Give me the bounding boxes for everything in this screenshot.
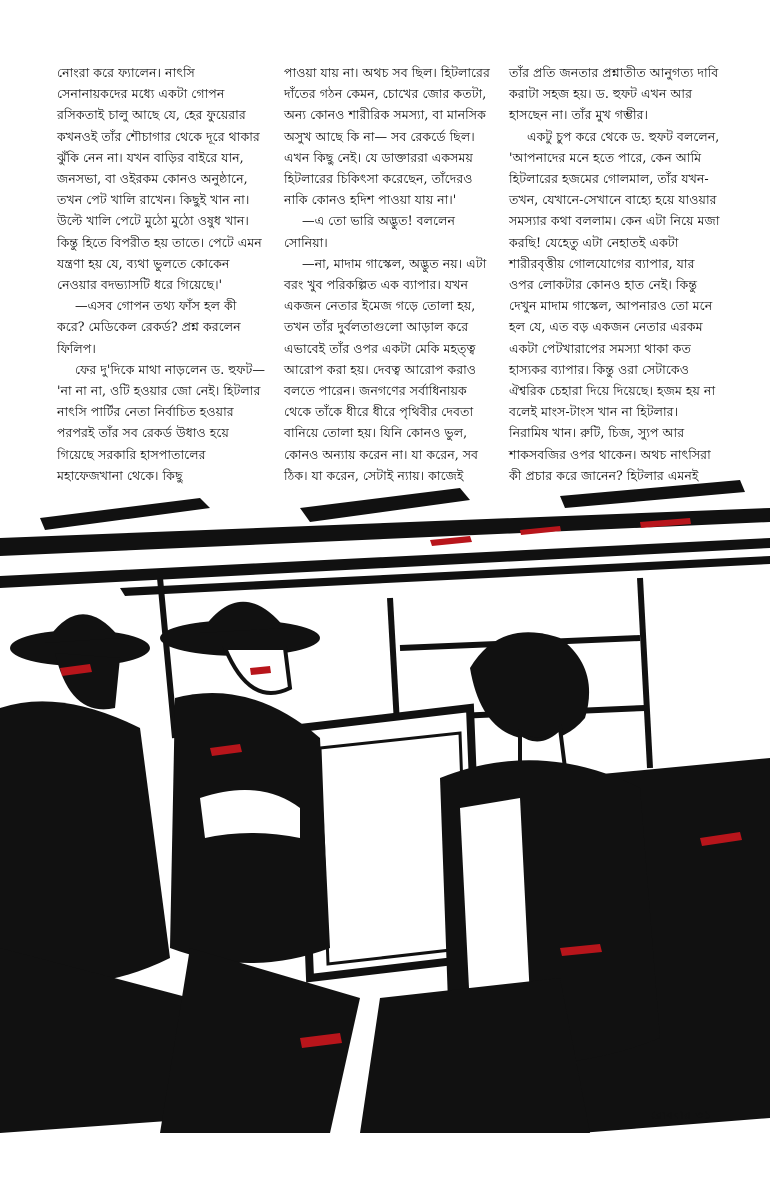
paragraph: নোংরা করে ফ্যালেন। নাৎসি সেনানায়কদের মধ্যে একটা গোপন রসিকতাই চালু আছে যে, হের ফুয়েরার কখনওই তাঁর শৌচাগার থেকে দূরে থাকার ঝুঁকি নেন না। যখন বাড়ির বাইরে যান, জনসভা, বা ওইরকম কোনও অনুষ্ঠানে, তখন পেট খালি রাখেন। কিছুই খান না। উল্টে খালি পেটে মুঠো মুঠো ওষুধ খান। কিন্তু হিতে বিপরীত হয় তাতে। পেটে এমন যন্ত্রণা হয় যে, ব্যথা ভুলতে কোকেন নেওয়ার বদভ্যাসটি ধরে গিয়েছে।' [57, 65, 262, 293]
paragraph: একটু চুপ করে থেকে ড. হুফট বললেন, 'আপনাদের মনে হতে পারে, কেন আমি হিটলারের হজমের গোলমাল, তাঁর যখন-তখন, যেখানে-সেখানে বাহ্যে হয়ে যাওয়ার সমস্যার কথা বললাম। কেন এটা নিয়ে মজা করছি! যেহেতু এটা নেহাতই একটা শারীরবৃত্তীয় গোলযোগের ব্যাপার, যার ওপর লোকটার কোনও হাত নেই। কিন্তু দেখুন মাদাম গাস্কেল, আপনারও তো মনে হল যে, এত বড় একজন নেতার এরকম একটা পেটখারাপের সমস্যা থাকা কত হাস্যকর ব্যাপার। কিন্তু ওরা সেটাকেও ঐশ্বরিক চেহারা দিয়ে দিয়েছে। হজম হয় না বলেই মাংস-টাংস খান না হিটলার। নিরামিষ খান। রুটি, চিজ, স্যুপ আর শাকসবজির ওপর থাকেন। অথচ নাৎসিরা কী প্রচার করে জানেন? হিটলার এমনই [509, 128, 720, 483]
paragraph: তাঁর প্রতি জনতার প্রশ্নাতীত আনুগত্য দাবি করাটা সহজ হয়। ড. হুফট এখন আর হাসছেন না। তাঁর মুখ গম্ভীর। [509, 65, 719, 123]
paragraph: —এসব গোপন তথ্য ফাঁস হল কী করে? মেডিকেল রেকর্ড? প্রশ্ন করলেন ফিলিপ। [57, 298, 241, 356]
page-number-footer: রোববার ৩১ [650, 1108, 712, 1122]
text-column-3 [509, 62, 721, 486]
paragraph: ফের দু'দিকে মাথা নাড়লেন ড. হুফট— 'না না না, ওটি হওয়ার জো নেই। হিটলার নাৎসি পার্টির নেতা নির্বাচিত হওয়ার পরপরই তাঁর সব রেকর্ড উধাও হয়ে গিয়েছে সরকারি হাসপাতালের মহাফেজখানা থেকে। কিছু [57, 361, 265, 483]
paragraph: পাওয়া যায় না। অথচ সব ছিল। হিটলারের দাঁতের গঠন কেমন, চোখের জোর কতটা, অন্য কোনও শারীরিক সমস্যা, বা মানসিক অসুখ আছে কি না— সব রেকর্ডে ছিল। এখন কিছু নেই। যে ডাক্তাররা একসময় হিটলারের চিকিৎসা করেছেন, তাঁদেরও নাকি কোনও হদিশ পাওয়া যায় না।' [284, 65, 490, 208]
paragraph: —না, মাদাম গাস্কেল, অদ্ভুত নয়। এটা বরং খুব পরিকল্পিত এক ব্যাপার। যখন একজন নেতার ইমেজ গড়ে তোলা হয়, তখন তাঁর দুর্বলতাগুলো আড়াল করে এভাবেই তাঁর ওপর একটা মেকি মহত্ত্ব আরোপ করা হয়। দেবত্ব আরোপ করাও বলতে পারেন। জনগণের সর্বাধিনায়ক থেকে তাঁকে ধীরে ধীরে পৃথিবীর দেবতা বানিয়ে তোলা হয়। যিনি কোনও ভুল, কোনও অন্যায় করেন না। যা করেন, সব ঠিক। যা করেন, সেটাই ন্যায়। কাজেই [284, 255, 487, 483]
ceiling-rails [0, 480, 770, 596]
paragraph: —এ তো ভারি অদ্ভুত! বললেন সোনিয়া। [284, 213, 456, 250]
text-column-1 [57, 62, 267, 486]
text-column-2 [284, 62, 494, 486]
train-carriage-illustration [0, 478, 770, 1133]
